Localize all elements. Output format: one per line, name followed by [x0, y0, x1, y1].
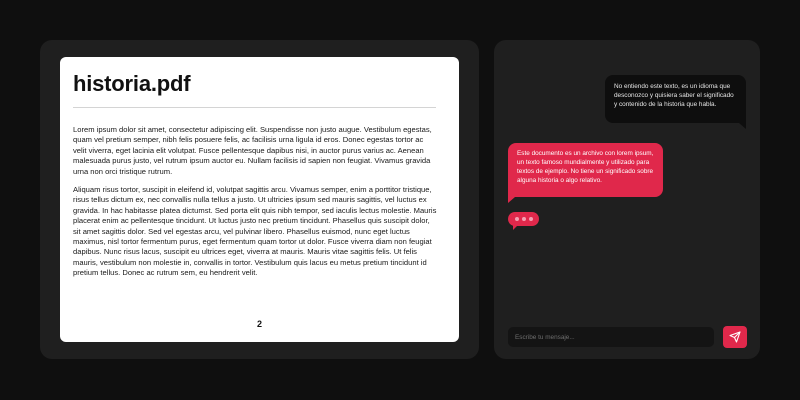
- chat-panel: [494, 40, 760, 359]
- user-message-bubble: No entiendo este texto, es un idioma que desconozco y quisiera saber el significado y contenido de la historia que habla.: [605, 75, 746, 123]
- document-paragraph: Lorem ipsum dolor sit amet, consectetur adipiscing elit. Suspendisse non justo augue. Vestibulum egestas, quam vel pretium semper, nibh felis posuere felis, ac facilisis urna ligula id eros. Donec egestas tortor ac velit viverra, eget lacinia elit volutpat. Fusce pellentesque dapibus nisi, in auctor purus varius ac. Aenean malesuada purus justo, vel rutrum ipsum auctor eu. Nullam facilisis id sapien non feugiat. Vivamus gravida urna non orci tristique rutrum.: [73, 125, 432, 176]
- typing-dot: [529, 217, 533, 221]
- document-title: historia.pdf: [73, 71, 191, 96]
- document-paragraph: Aliquam risus tortor, suscipit in eleifend id, volutpat sagittis arcu. Vivamus semper, enim a porttitor tristique, risus tellus dictum ex, nec convallis nulla tellus a justo. Ut ultricies ipsum sed mauris sagittis, vel luctus ex gravida. In hac habitasse platea dictumst. Sed porta elit quis nibh tempor, sed iaculis lectus molestie. Mauris placerat enim ac pellentesque tincidunt. Ut luctus justo nec pretium tincidunt. Phasellus quis suscipit dolor, sit amet sagittis dolor. Sed vel egestas arcu, vel pulvinar libero. Phasellus euismod, nunc eget luctus maximus, nisl tortor fermentum purus, eget fermentum quam tortor ut dolor. Fusce viverra diam non feugiat dapibus. Nunc risus lacus, suscipit eu ultrices eget, viverra at mauris. Mauris vitae sagittis felis. Ut felis mauris, vestibulum non molestie in, convallis in tortor. Vestibulum quis lacus eu metus pretium tincidunt id pretium tellus. Donec ac rutrum sem, eu hendrerit velit.: [73, 185, 437, 278]
- typing-indicator: [508, 212, 539, 226]
- send-icon: [729, 331, 741, 343]
- document-page: [60, 57, 459, 342]
- assistant-message-bubble: Este documento es un archivo con lorem ipsum, un texto famoso mundialmente y utilizado para textos de ejemplo. No tiene un significado sobre alguna historia o algo relativo.: [508, 143, 663, 197]
- page-number: 2: [256, 319, 262, 329]
- typing-dot: [522, 217, 526, 221]
- title-divider: [73, 107, 436, 108]
- message-input[interactable]: [508, 327, 714, 347]
- document-body: [73, 125, 437, 287]
- document-viewer-panel: [40, 40, 479, 359]
- typing-dot: [515, 217, 519, 221]
- send-button[interactable]: [723, 326, 747, 348]
